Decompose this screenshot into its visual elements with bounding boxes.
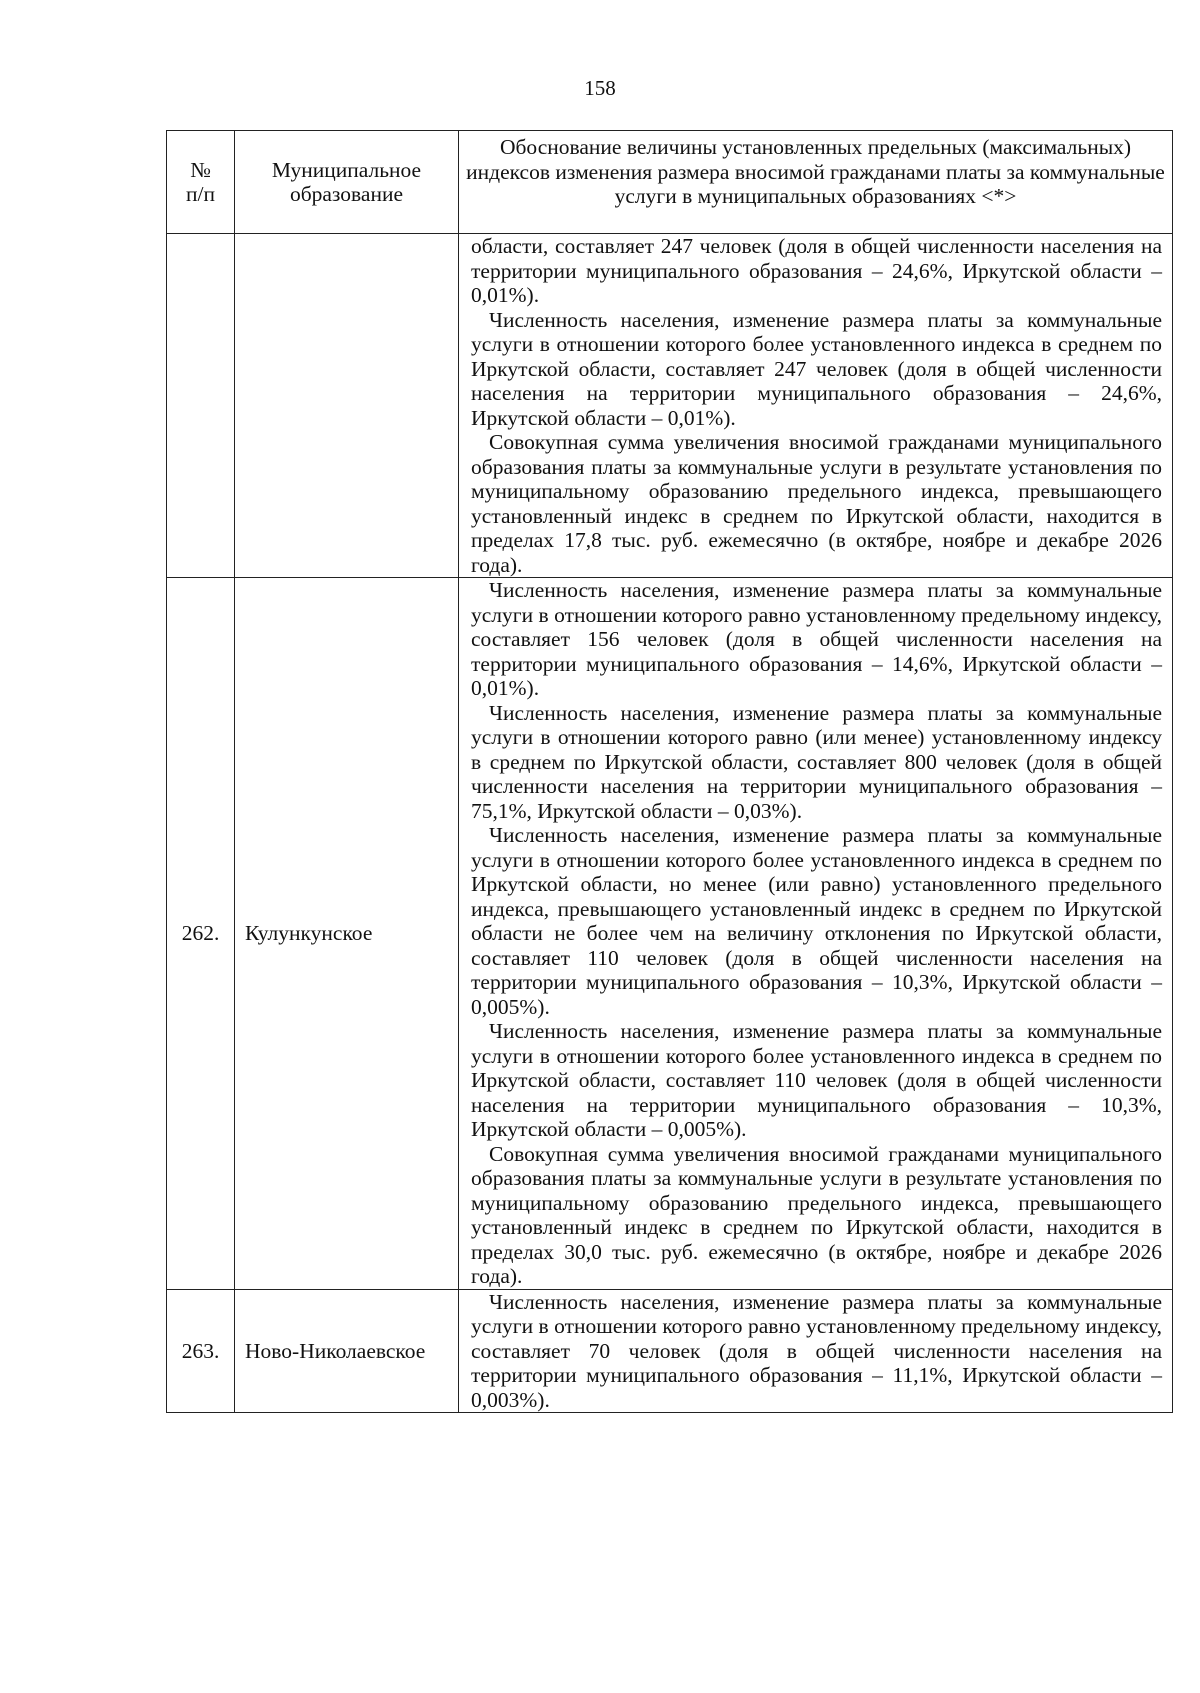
indices-table <box>166 130 1173 1413</box>
row-number <box>167 234 235 578</box>
justification-paragraph: Численность населения, изменение размера платы за коммунальные услуги в отношении которого более установленного индекса в среднем по Иркутской области, но менее (или равно) установленного предельного индекса, превышающего установленный индекс в среднем по Иркутской области не более чем на величину отклонения по Иркутской области, составляет 110 человек (доля в общей численности населения на территории муниципального образования – 10,3%, Иркутской области – 0,005%). <box>471 823 1162 1019</box>
municipality-name: Ново-Николаевское <box>235 1289 459 1413</box>
header-num: № п/п <box>167 131 235 234</box>
justification-cell <box>459 234 1173 578</box>
justification-paragraph: области, составляет 247 человек (доля в общей численности населения на территории муниципального образования – 24,6%, Иркутской области – 0,01%). <box>471 234 1162 307</box>
row-number: 262. <box>167 578 235 1290</box>
justification-paragraph: Численность населения, изменение размера платы за коммунальные услуги в отношении которого равно установленному предельному индексу, составляет 156 человек (доля в общей численности населения на территории муниципального образования – 14,6%, Иркутской области – 0,01%). <box>471 578 1162 700</box>
header-justification: Обоснование величины установленных предельных (максимальных) индексов изменения размера вносимой гражданами платы за коммунальные услуги в муниципальных образованиях <*> <box>459 131 1173 234</box>
header-municipality: Муниципальное образование <box>235 131 459 234</box>
table-header-row <box>167 131 1173 234</box>
municipality-name: Кулункунское <box>235 578 459 1290</box>
justification-paragraph: Численность населения, изменение размера платы за коммунальные услуги в отношении которого более установленного индекса в среднем по Иркутской области, составляет 247 человек (доля в общей численности населения на территории муниципального образования – 24,6%, Иркутской области – 0,01%). <box>471 307 1162 430</box>
table-row <box>167 234 1173 578</box>
justification-paragraph: Численность населения, изменение размера платы за коммунальные услуги в отношении которого равно установленному предельному индексу, составляет 70 человек (доля в общей численности населения на территории муниципального образования – 11,1%, Иркутской области – 0,003%). <box>471 1289 1162 1412</box>
justification-cell <box>459 578 1173 1290</box>
row-number: 263. <box>167 1289 235 1413</box>
page-number: 158 <box>584 76 616 100</box>
table-row <box>167 578 1173 1290</box>
table-row <box>167 1289 1173 1413</box>
justification-paragraph: Совокупная сумма увеличения вносимой гражданами муниципального образования платы за коммунальные услуги в результате установления по муниципальному образованию предельного индекса, превышающего установленный индекс в среднем по Иркутской области, находится в пределах 17,8 тыс. руб. ежемесячно (в октябре, ноябре и декабре 2026 года). <box>471 430 1162 577</box>
justification-paragraph: Совокупная сумма увеличения вносимой гражданами муниципального образования платы за коммунальные услуги в результате установления по муниципальному образованию предельного индекса, превышающего установленный индекс в среднем по Иркутской области, находится в пределах 30,0 тыс. руб. ежемесячно (в октябре, ноябре и декабре 2026 года). <box>471 1141 1162 1288</box>
justification-paragraph: Численность населения, изменение размера платы за коммунальные услуги в отношении которого равно (или менее) установленному индексу в среднем по Иркутской области, составляет 800 человек (доля в общей численности населения на территории муниципального образования – 75,1%, Иркутской области – 0,03%). <box>471 700 1162 823</box>
justification-paragraph: Численность населения, изменение размера платы за коммунальные услуги в отношении которого более установленного индекса в среднем по Иркутской области, составляет 110 человек (доля в общей численности населения на территории муниципального образования – 10,3%, Иркутской области – 0,005%). <box>471 1019 1162 1141</box>
justification-cell <box>459 1289 1173 1413</box>
municipality-name <box>235 234 459 578</box>
